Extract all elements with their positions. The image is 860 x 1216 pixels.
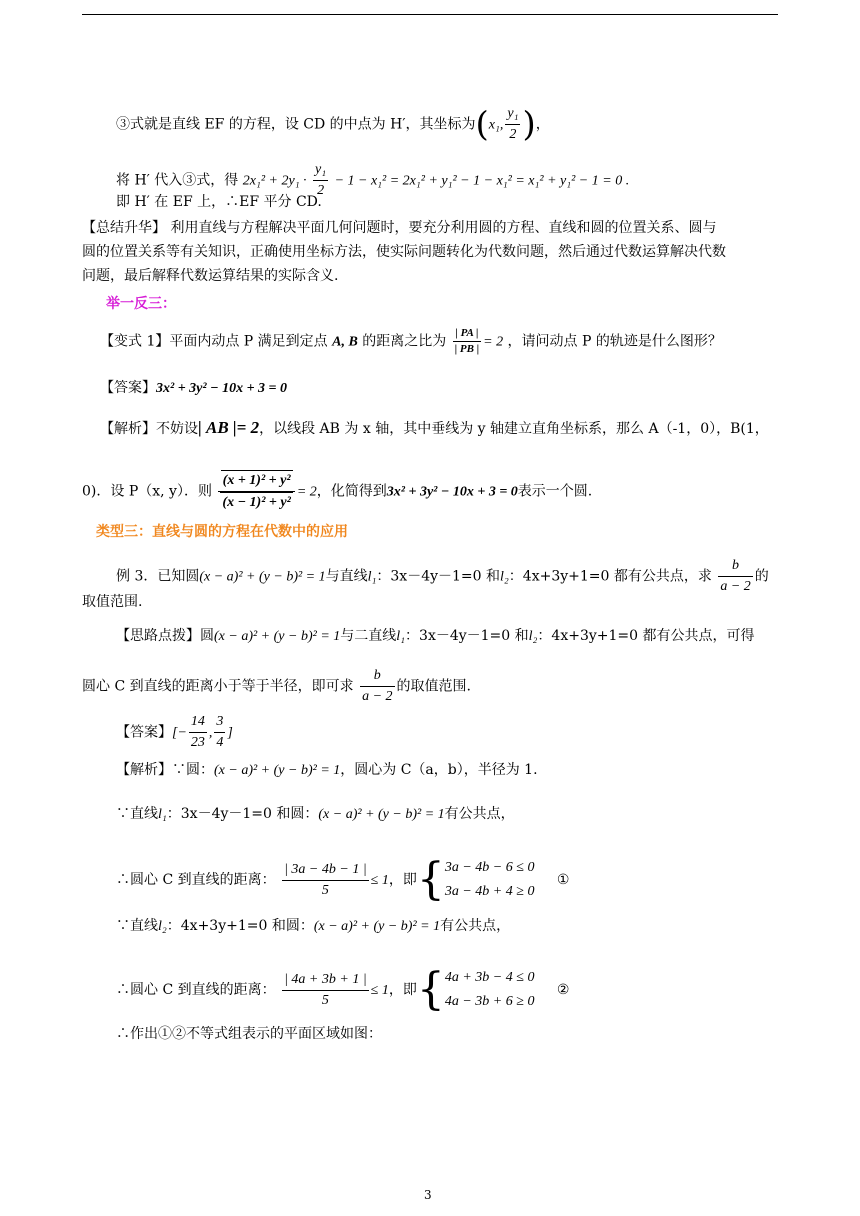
example-3-answer: 【答案】[− $\frac{14}{23}$ , $\frac{3}{4}$ ] [116,712,233,753]
fraction: $\frac{b}{a - 2}$ [720,558,751,594]
header-rule [82,14,778,15]
solution-line-1: 【解析】∵圆：(x − a)² + (y − b)² = 1，圆心为 C（a，b），半径为 1. [116,762,538,778]
section-heading-practice: 举一反三： [106,296,176,312]
inequality-system-2: 4a + 3b − 4 ≤ 0 4a − 3b + 6 ≥ 0 [444,970,535,1009]
solution-line-2: ∵直线l₁：3x－4y－1=0 和圆：(x − a)² + (y − b)² = 1有公共点， [116,806,515,822]
variant-1-answer: 【答案】3x² + 3y² − 10x + 3 = 0 [100,380,288,396]
text: ③式就是直线 EF 的方程，设 CD 的中点为 H′，其坐标为 [116,116,476,133]
hint-line-1: 【思路点拨】圆(x − a)² + (y − b)² = 1与二直线l₁：3x－4y－1=0 和l₂：4x+3y+1=0 都有公共点，可得 [116,628,755,644]
fraction: $\frac{14}{23}$ [190,714,205,750]
summary-line-1: 【总结升华】 利用直线与方程解决平面几何问题时，要充分利用圆的方程、直线和圆的位置关系、圆与 [82,220,717,236]
fraction: $\frac{\text{y₁}}{2}$ [315,162,327,198]
math: 2x₁² + 2y₁ · [242,173,307,189]
variant-1-solution-1: 【解析】不妨设| AB |= 2，以线段 AB 为 x 轴，其中垂线为 y 轴建立直角坐标系，那么 A（-1，0），B(1， [100,418,769,437]
example-3-line-1: 例 3．已知圆(x − a)² + (y − b)² = 1与直线l₁：3x－4y－1=0 和l₂：4x+3y+1=0 都有公共点，求 $\frac{b}{a - 2}$ 的 [116,556,769,597]
fraction: $\frac{| 3a - 4b - 1 |}{5}$ [284,861,367,898]
variant-1-solution-2: 0)．设 P（x, y）．则 $\frac{\text{(x + 1)² + y²}}{\text{(x − 1)² + y²}}$ = 2，化简得到3x² + 3y² − 10x + 3 = 0表示一个圆. [82,470,592,513]
example-3-line-2: 取值范围. [82,594,143,610]
line-ef-equation: ③式就是直线 EF 的方程，设 CD 的中点为 H′，其坐标为(x₁, $\frac{\text{y₁}}{2}$ )， [116,104,550,145]
page-number: 3 [424,1188,432,1202]
fraction: $\frac{3}{4}$ [216,714,224,750]
inequality-system-1: 3a − 4b − 6 ≤ 0 3a − 4b + 4 ≥ 0 [444,860,535,899]
variant-1-question: 【变式 1】平面内动点 P 满足到定点 A, B 的距离之比为 $\frac{| PA |}{| PB |}$ = 2 ，请问动点 P 的轨迹是什么图形？ [100,327,722,355]
section-heading-type3: 类型三：直线与圆的方程在代数中的应用 [96,524,348,540]
solution-line-6: ∴作出①②不等式组表示的平面区域如图： [116,1026,382,1042]
fraction: $\frac{| PA |}{| PB |}$ [454,327,480,355]
math: − 1 − x₁² = 2x₁² + y₁² − 1 − x₁² = x₁² + y₁² − 1 = 0 . [334,173,630,189]
math: x₁, [488,117,504,133]
fraction: $\frac{| 4a + 3b + 1 |}{5}$ [284,971,367,1008]
fraction: $\frac{b}{a - 2}$ [362,668,393,704]
solution-line-5: ∴圆心 C 到直线的距离： $\frac{| 4a + 3b + 1 |}{5}$ ≤ 1，即{ 4a + 3b − 4 ≤ 0 4a − 3b + 6 ≥ 0 ② [116,964,570,1015]
line-conclusion: 即 H′ 在 EF 上，∴EF 平分 CD. [116,194,322,210]
fraction: $\frac{\text{y₁}}{2}$ [507,106,519,142]
hint-line-2: 圆心 C 到直线的距离小于等于半径，即可求 $\frac{b}{a - 2}$ 的取值范围. [82,666,471,707]
solution-line-4: ∵直线l₂：4x+3y+1=0 和圆：(x − a)² + (y − b)² = 1有公共点， [116,918,511,934]
summary-line-3: 问题，最后解释代数运算结果的实际含义. [82,268,339,284]
summary-line-2: 圆的位置关系等有关知识，正确使用坐标方法，使实际问题转化为代数问题，然后通过代数运算解决代数 [82,244,726,260]
fraction: $\frac{\text{(x + 1)² + y²}}{\text{(x − 1)² + y²}}$ [218,470,294,513]
solution-line-3: ∴圆心 C 到直线的距离： $\frac{| 3a - 4b - 1 |}{5}$ ≤ 1，即{ 3a − 4b − 6 ≤ 0 3a − 4b + 4 ≥ 0 ① [116,854,570,905]
text: 将 H′ 代入③式，得 [116,172,239,189]
